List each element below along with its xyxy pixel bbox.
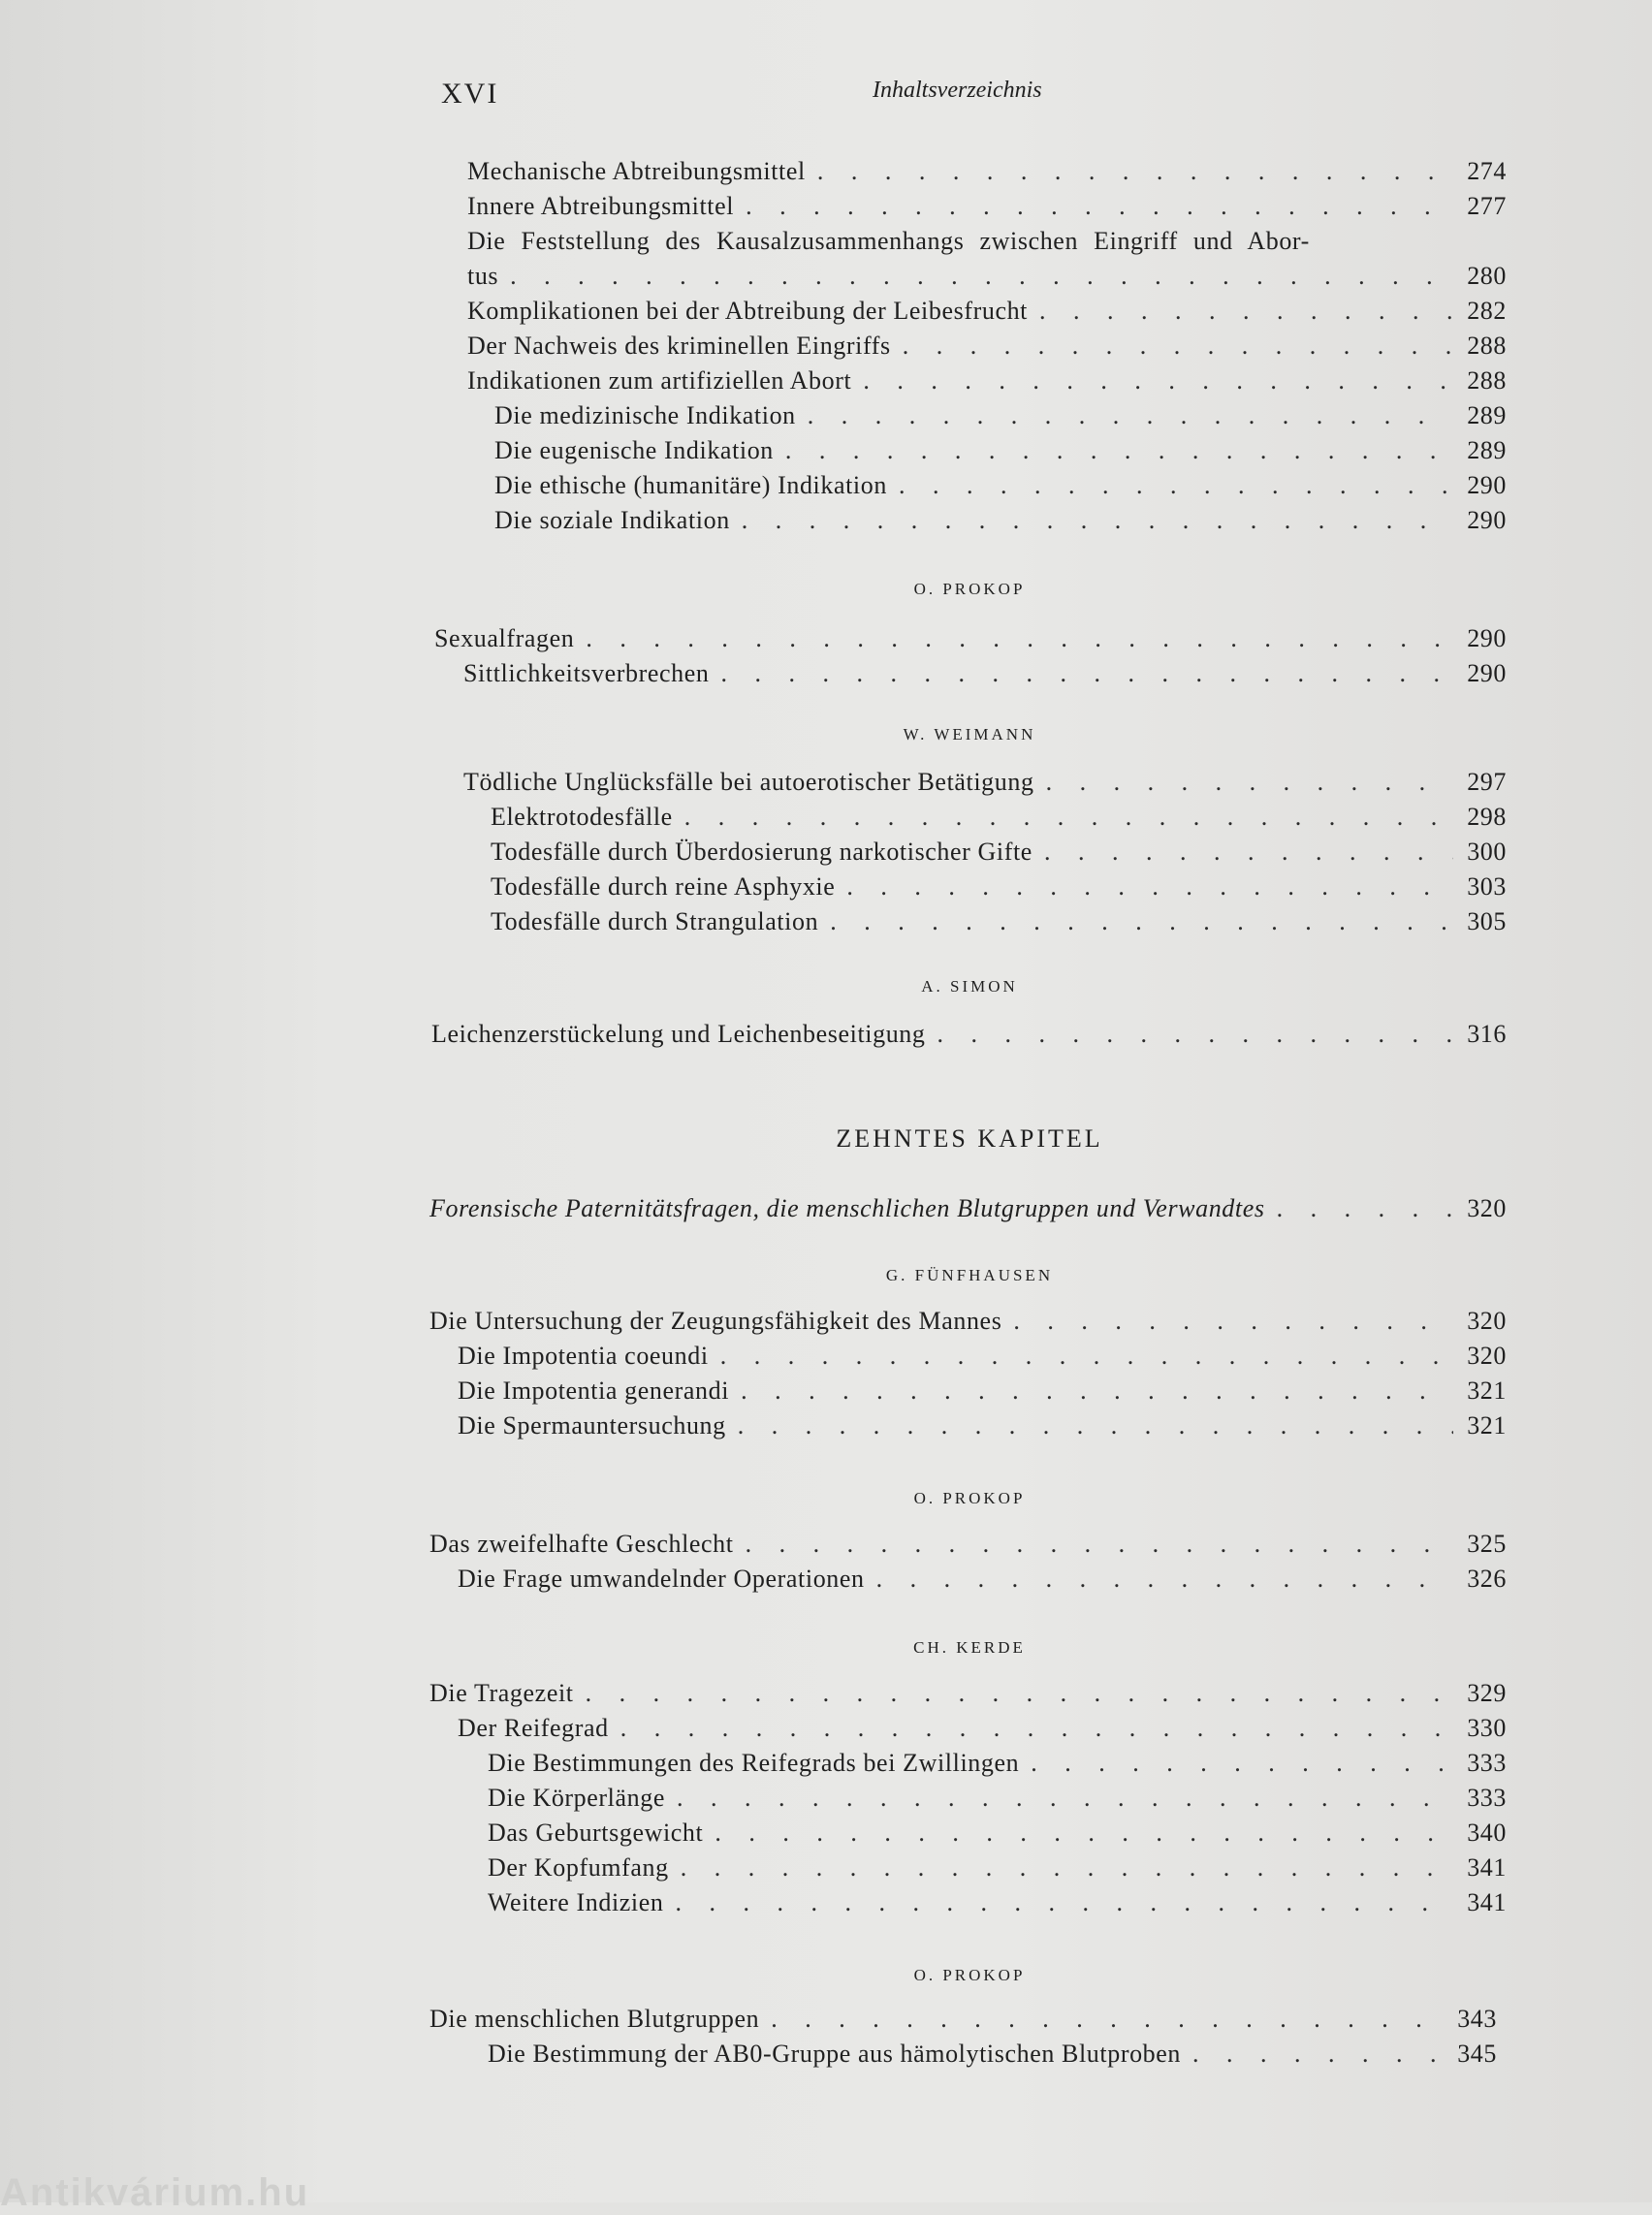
leader-dots bbox=[586, 624, 1453, 653]
toc-entry[interactable] bbox=[0, 768, 1652, 803]
author-name: W. WEIMANN bbox=[903, 725, 1036, 744]
toc-entry[interactable] bbox=[0, 401, 1652, 436]
toc-entry-page: 340 bbox=[1467, 1819, 1507, 1847]
toc-entry-label: Todesfälle durch reine Asphyxie bbox=[491, 872, 836, 901]
toc-entry-page: 280 bbox=[1467, 262, 1507, 290]
leader-dots bbox=[675, 1888, 1453, 1917]
author-name: O. PROKOP bbox=[913, 1489, 1026, 1507]
toc-entry-label: Innere Abtreibungsmittel bbox=[467, 192, 735, 220]
toc-entry[interactable] bbox=[0, 436, 1652, 471]
toc-entry-page: 326 bbox=[1467, 1565, 1507, 1593]
leader-dots bbox=[808, 401, 1453, 430]
leader-dots bbox=[746, 192, 1453, 221]
toc-entry-label: Die Spermauntersuchung bbox=[458, 1411, 726, 1440]
toc-entry-page: 290 bbox=[1467, 506, 1507, 534]
leader-dots bbox=[785, 436, 1453, 465]
toc-entry-label: Der Nachweis des kriminellen Eingriffs bbox=[467, 332, 891, 360]
leader-dots bbox=[510, 262, 1453, 291]
toc-entry[interactable] bbox=[0, 1819, 1652, 1853]
toc-entry-page: 305 bbox=[1467, 907, 1507, 935]
toc-entry-label: Die Bestimmungen des Reifegrads bei Zwillingen bbox=[488, 1749, 1020, 1777]
leader-dots bbox=[903, 332, 1453, 361]
toc-entry[interactable] bbox=[0, 262, 1652, 297]
toc-entry-label: Der Reifegrad bbox=[458, 1714, 609, 1742]
toc-entry[interactable] bbox=[0, 1784, 1652, 1819]
toc-entry-page: 297 bbox=[1467, 768, 1507, 796]
leader-dots bbox=[1044, 838, 1453, 867]
toc-entry-page: 290 bbox=[1467, 471, 1507, 499]
leader-dots bbox=[830, 907, 1453, 936]
leader-dots bbox=[677, 1784, 1453, 1813]
toc-entry-label: tus bbox=[467, 262, 499, 290]
leader-dots bbox=[1277, 1194, 1454, 1223]
leader-dots bbox=[937, 1020, 1454, 1049]
toc-entry-page: 329 bbox=[1467, 1679, 1507, 1707]
toc-entry[interactable] bbox=[0, 1020, 1652, 1055]
leader-dots bbox=[684, 803, 1453, 832]
toc-entry[interactable] bbox=[0, 1565, 1652, 1599]
toc-entry-label: Sittlichkeitsverbrechen bbox=[463, 659, 710, 687]
toc-entry[interactable] bbox=[0, 624, 1652, 659]
toc-entry[interactable] bbox=[0, 192, 1652, 227]
toc-entry[interactable] bbox=[0, 1749, 1652, 1784]
author-name: G. FÜNFHAUSEN bbox=[885, 1266, 1054, 1284]
toc-entry[interactable] bbox=[0, 366, 1652, 401]
toc-entry[interactable] bbox=[0, 1530, 1652, 1565]
toc-entry[interactable] bbox=[0, 803, 1652, 838]
toc-entry-page: 316 bbox=[1467, 1020, 1507, 1048]
author-name: CH. KERDE bbox=[913, 1638, 1026, 1657]
toc-entry-label: Komplikationen bei der Abtreibung der Leibesfrucht bbox=[467, 297, 1029, 325]
toc-entry[interactable] bbox=[0, 227, 1652, 262]
page-number: XVI bbox=[441, 78, 499, 110]
toc-entry-label: Die Feststellung des Kausalzusammenhangs zwischen Eingriff und Abor- bbox=[467, 227, 1310, 255]
toc-entry-page: 343 bbox=[1457, 2005, 1497, 2033]
toc-entry[interactable] bbox=[0, 659, 1652, 694]
toc-entry-label: Die Impotentia generandi bbox=[458, 1376, 730, 1405]
toc-entry-label: Elektrotodesfälle bbox=[491, 803, 673, 831]
toc-entry-label: Der Kopfumfang bbox=[488, 1853, 669, 1882]
toc-entry-page: 321 bbox=[1467, 1411, 1507, 1440]
leader-dots bbox=[715, 1819, 1453, 1848]
toc-entry[interactable] bbox=[0, 1376, 1652, 1411]
leader-dots bbox=[771, 2005, 1444, 2034]
leader-dots bbox=[1046, 768, 1454, 797]
toc-entry-label: Forensische Paternitätsfragen, die menschlichen Blutgruppen und Verwandtes bbox=[429, 1194, 1265, 1222]
toc-entry-label: Mechanische Abtreibungsmittel bbox=[467, 157, 806, 185]
toc-entry[interactable] bbox=[0, 1307, 1652, 1342]
chapter-heading: ZEHNTES KAPITEL bbox=[836, 1124, 1103, 1153]
toc-entry-label: Todesfälle durch Überdosierung narkotischer Gifte bbox=[491, 838, 1032, 866]
toc-entry-page: 300 bbox=[1467, 838, 1507, 866]
toc-entry[interactable] bbox=[0, 1888, 1652, 1923]
toc-entry[interactable] bbox=[0, 872, 1652, 907]
toc-entry-label: Die Impotentia coeundi bbox=[458, 1342, 709, 1370]
toc-entry[interactable] bbox=[0, 1194, 1652, 1229]
toc-entry-label: Die Tragezeit bbox=[429, 1679, 574, 1707]
toc-entry-page: 290 bbox=[1467, 624, 1507, 652]
running-header: Inhaltsverzeichnis bbox=[873, 78, 1042, 103]
toc-entry-label: Die soziale Indikation bbox=[494, 506, 730, 534]
leader-dots bbox=[876, 1565, 1454, 1594]
author-name: O. PROKOP bbox=[913, 580, 1026, 598]
leader-dots bbox=[817, 157, 1453, 186]
toc-entry-page: 325 bbox=[1467, 1530, 1507, 1558]
toc-entry-page: 341 bbox=[1467, 1853, 1507, 1882]
toc-entry-label: Sexualfragen bbox=[434, 624, 575, 652]
toc-entry-label: Das Geburtsgewicht bbox=[488, 1819, 704, 1847]
toc-entry-label: Todesfälle durch Strangulation bbox=[491, 907, 819, 935]
toc-entry[interactable] bbox=[0, 838, 1652, 872]
leader-dots bbox=[1031, 1749, 1453, 1778]
leader-dots bbox=[1039, 297, 1453, 326]
toc-entry-page: 288 bbox=[1467, 366, 1507, 395]
leader-dots bbox=[721, 659, 1454, 688]
leader-dots bbox=[846, 872, 1453, 902]
toc-entry-page: 320 bbox=[1467, 1194, 1507, 1222]
toc-entry[interactable] bbox=[0, 1853, 1652, 1888]
toc-entry-label: Die ethische (humanitäre) Indikation bbox=[494, 471, 887, 499]
toc-entry[interactable] bbox=[0, 1679, 1652, 1714]
toc-entry-page: 321 bbox=[1467, 1376, 1507, 1405]
toc-entry-page: 320 bbox=[1467, 1307, 1507, 1335]
toc-entry-page: 330 bbox=[1467, 1714, 1507, 1742]
toc-entry[interactable] bbox=[0, 506, 1652, 541]
leader-dots bbox=[1013, 1307, 1453, 1336]
toc-entry-label: Leichenzerstückelung und Leichenbeseitigung bbox=[431, 1020, 926, 1048]
toc-entry-label: Weitere Indizien bbox=[488, 1888, 664, 1916]
toc-entry[interactable] bbox=[0, 1714, 1652, 1749]
author-name: A. SIMON bbox=[921, 977, 1018, 996]
toc-entry[interactable] bbox=[0, 297, 1652, 332]
toc-entry[interactable] bbox=[0, 157, 1652, 192]
toc-entry-page: 282 bbox=[1467, 297, 1507, 325]
leader-dots bbox=[742, 506, 1453, 535]
toc-entry-page: 320 bbox=[1467, 1342, 1507, 1370]
toc-entry[interactable] bbox=[0, 907, 1652, 942]
leader-dots bbox=[620, 1714, 1453, 1743]
toc-entry-label: Indikationen zum artifiziellen Abort bbox=[467, 366, 852, 395]
leader-dots bbox=[681, 1853, 1453, 1883]
toc-entry[interactable] bbox=[0, 2040, 1652, 2074]
toc-entry-page: 288 bbox=[1467, 332, 1507, 360]
leader-dots bbox=[863, 366, 1453, 396]
toc-entry-page: 277 bbox=[1467, 192, 1507, 220]
toc-entry-page: 333 bbox=[1467, 1749, 1507, 1777]
author-name: O. PROKOP bbox=[913, 1966, 1026, 1984]
toc-entry-label: Das zweifelhafte Geschlecht bbox=[429, 1530, 734, 1558]
toc-entry-label: Die medizinische Indikation bbox=[494, 401, 796, 429]
leader-dots bbox=[1192, 2040, 1444, 2069]
toc-entry-label: Die menschlichen Blutgruppen bbox=[429, 2005, 760, 2033]
toc-entry[interactable] bbox=[0, 332, 1652, 366]
toc-entry-page: 345 bbox=[1457, 2040, 1497, 2068]
leader-dots bbox=[586, 1679, 1454, 1708]
leader-dots bbox=[738, 1411, 1453, 1440]
toc-entry-page: 289 bbox=[1467, 436, 1507, 464]
toc-entry-page: 341 bbox=[1467, 1888, 1507, 1916]
toc-entry-label: Die eugenische Indikation bbox=[494, 436, 774, 464]
toc-entry[interactable] bbox=[0, 471, 1652, 506]
toc-entry-page: 333 bbox=[1467, 1784, 1507, 1812]
leader-dots bbox=[720, 1342, 1454, 1371]
toc-entry-label: Die Bestimmung der AB0-Gruppe aus hämolytischen Blutproben bbox=[488, 2040, 1182, 2068]
toc-entry[interactable] bbox=[0, 2005, 1652, 2040]
leader-dots bbox=[899, 471, 1453, 500]
toc-entry-label: Tödliche Unglücksfälle bei autoerotischer Betätigung bbox=[463, 768, 1034, 796]
toc-entry[interactable] bbox=[0, 1411, 1652, 1446]
toc-entry-page: 303 bbox=[1467, 872, 1507, 901]
toc-entry-label: Die Untersuchung der Zeugungsfähigkeit des Mannes bbox=[429, 1307, 1002, 1335]
toc-entry-page: 289 bbox=[1467, 401, 1507, 429]
toc-entry-page: 274 bbox=[1467, 157, 1507, 185]
leader-dots bbox=[746, 1530, 1454, 1559]
toc-entry-label: Die Körperlänge bbox=[488, 1784, 665, 1812]
leader-dots bbox=[741, 1376, 1453, 1406]
watermark: Antikvárium.hu bbox=[0, 2171, 310, 2214]
toc-entry[interactable] bbox=[0, 1342, 1652, 1376]
toc-entry-page: 298 bbox=[1467, 803, 1507, 831]
toc-entry-page: 290 bbox=[1467, 659, 1507, 687]
toc-entry-label: Die Frage umwandelnder Operationen bbox=[458, 1565, 865, 1593]
